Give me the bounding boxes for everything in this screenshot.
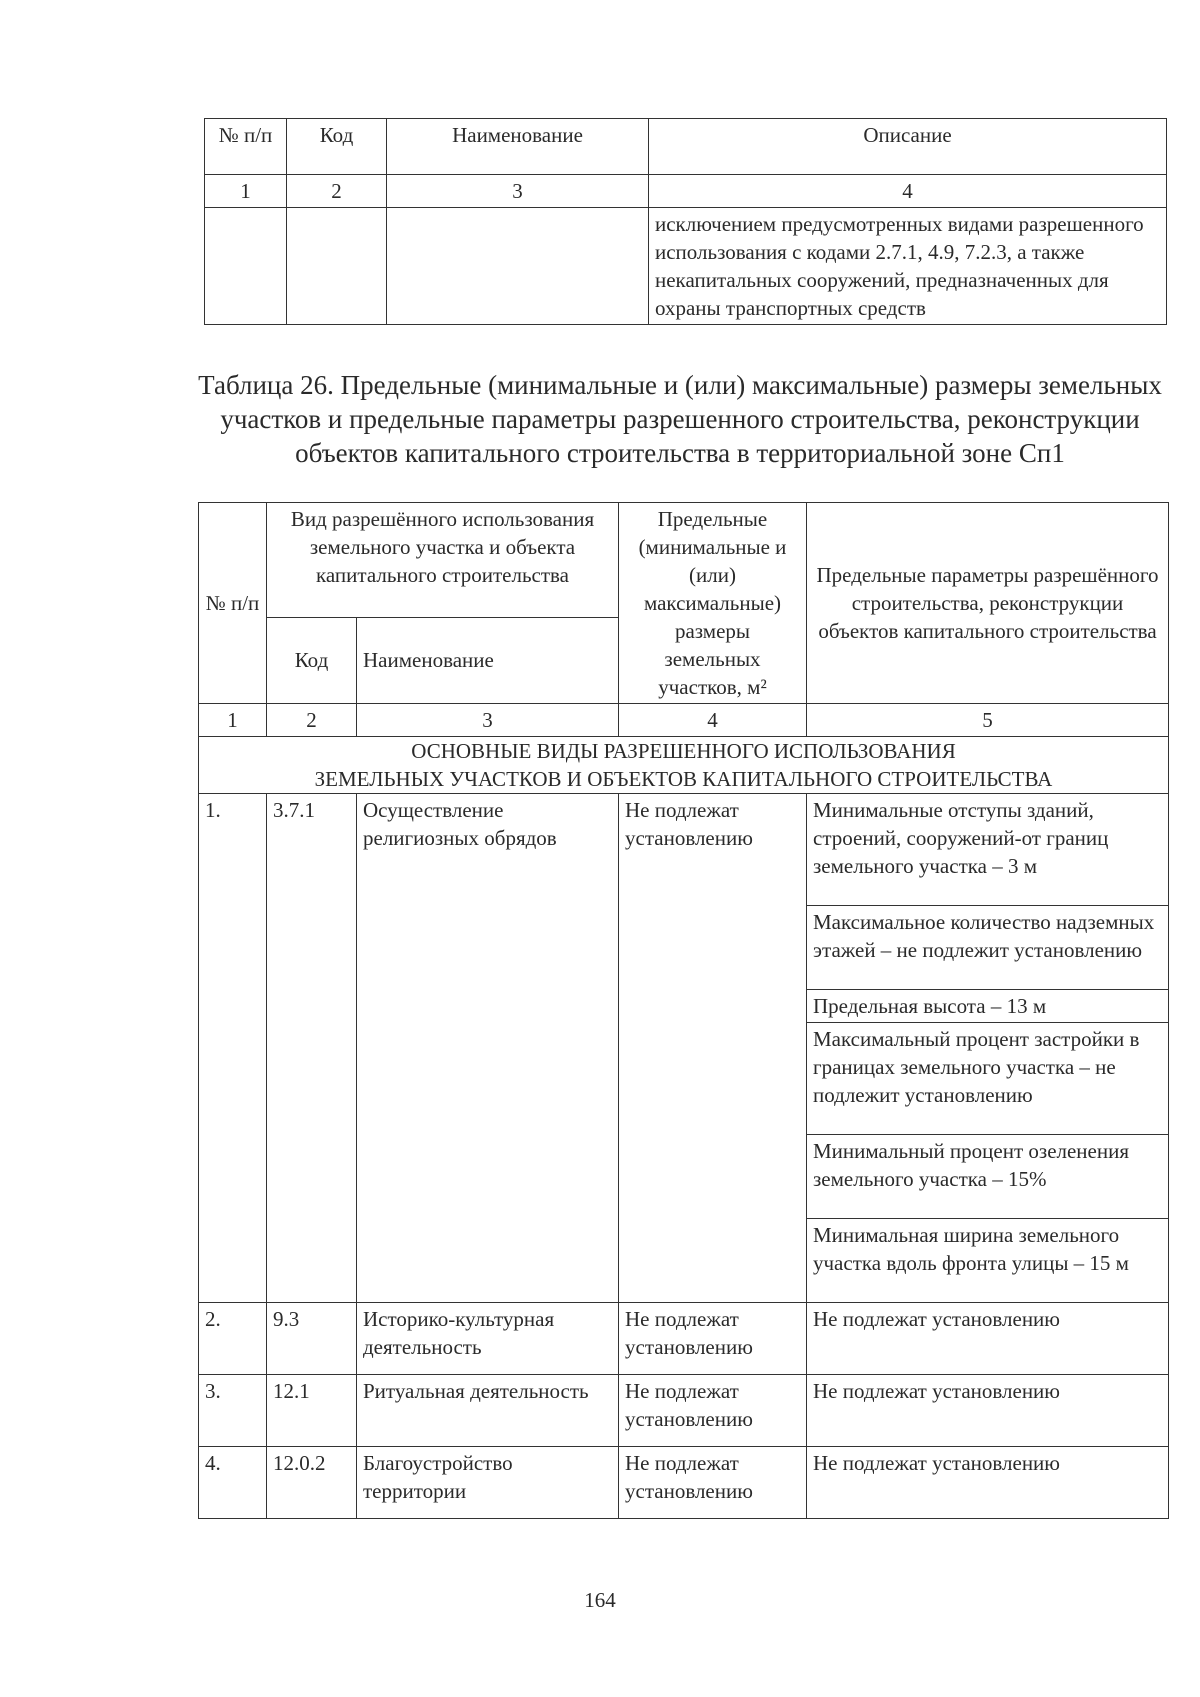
t1-colnum-2: 2: [287, 175, 387, 208]
row3-num: 3.: [199, 1375, 267, 1447]
row1-num: 1.: [199, 794, 267, 1303]
row1-code: 3.7.1: [267, 794, 357, 1303]
t2-colnum-5: 5: [807, 704, 1169, 737]
t2-colnum-3: 3: [357, 704, 619, 737]
t1-header-num: № п/п: [205, 119, 287, 175]
row1-param-height: Предельная высота – 13 м: [807, 990, 1169, 1023]
continuation-table: [204, 118, 1167, 325]
t2-section-heading: [199, 737, 1169, 794]
row2-size: Не подлежат установлению: [619, 1303, 807, 1375]
t1-colnum-1: 1: [205, 175, 287, 208]
t1-header-description: Описание: [649, 119, 1167, 175]
row4-params: Не подлежат установлению: [807, 1447, 1169, 1519]
section-heading-line-2: ЗЕМЕЛЬНЫХ УЧАСТКОВ И ОБЪЕКТОВ КАПИТАЛЬНОГО СТРОИТЕЛЬСТВА: [314, 767, 1053, 791]
t2-header-name: Наименование: [357, 617, 619, 703]
t1-colnum-4: 4: [649, 175, 1167, 208]
t2-header-code: Код: [267, 617, 357, 703]
t2-header-num: № п/п: [199, 503, 267, 704]
row1-param-setbacks: Минимальные отступы зданий, строений, сооружений-от границ земельного участка – 3 м: [807, 794, 1169, 906]
t2-colnum-1: 1: [199, 704, 267, 737]
t1-header-name: Наименование: [387, 119, 649, 175]
row2-num: 2.: [199, 1303, 267, 1375]
t1-empty-cell: [287, 208, 387, 325]
row3-code: 12.1: [267, 1375, 357, 1447]
row1-name: Осуществление религиозных обрядов: [357, 794, 619, 1303]
row4-name: Благоустройство территории: [357, 1447, 619, 1519]
t1-continuation-text: исключением предусмотренных видами разрешенного использования с кодами 2.7.1, 4.9, 7.2.3, а также некапитальных сооружений, предназначенных для охраны транспортных средств: [649, 208, 1167, 325]
page-number: 164: [584, 1588, 616, 1612]
t1-colnum-3: 3: [387, 175, 649, 208]
row1-size: Не подлежат установлению: [619, 794, 807, 1303]
t2-header-params: Предельные параметры разрешённого строительства, реконструкции объектов капитального строительства: [807, 503, 1169, 704]
t1-header-code: Код: [287, 119, 387, 175]
t2-header-size: Предельные (минимальные и (или) максимальные) размеры земельных участков, м²: [619, 503, 807, 704]
section-heading-line-1: ОСНОВНЫЕ ВИДЫ РАЗРЕШЕННОГО ИСПОЛЬЗОВАНИЯ: [411, 739, 956, 763]
parameters-table: [198, 502, 1169, 1519]
t2-header-vid: Вид разрешённого использования земельного участка и объекта капитального строительства: [267, 503, 619, 618]
row2-name: Историко-культурная деятельность: [357, 1303, 619, 1375]
row2-code: 9.3: [267, 1303, 357, 1375]
row3-size: Не подлежат установлению: [619, 1375, 807, 1447]
row1-param-coverage: Максимальный процент застройки в границах земельного участка – не подлежит установлению: [807, 1023, 1169, 1135]
row1-param-greening: Минимальный процент озеленения земельного участка – 15%: [807, 1135, 1169, 1219]
row3-name: Ритуальная деятельность: [357, 1375, 619, 1447]
row4-code: 12.0.2: [267, 1447, 357, 1519]
t1-empty-cell: [387, 208, 649, 325]
row4-size: Не подлежат установлению: [619, 1447, 807, 1519]
row1-param-floors: Максимальное количество надземных этажей – не подлежит установлению: [807, 906, 1169, 990]
row4-num: 4.: [199, 1447, 267, 1519]
t1-empty-cell: [205, 208, 287, 325]
row3-params: Не подлежат установлению: [807, 1375, 1169, 1447]
row1-param-width: Минимальная ширина земельного участка вдоль фронта улицы – 15 м: [807, 1219, 1169, 1303]
table-caption: Таблица 26. Предельные (минимальные и (или) максимальные) размеры земельных участков и предельные параметры разрешенного строительства, реконструкции объектов капитального строительства в территориальной зоне Сп1: [198, 370, 1162, 468]
row2-params: Не подлежат установлению: [807, 1303, 1169, 1375]
t2-colnum-2: 2: [267, 704, 357, 737]
t2-colnum-4: 4: [619, 704, 807, 737]
